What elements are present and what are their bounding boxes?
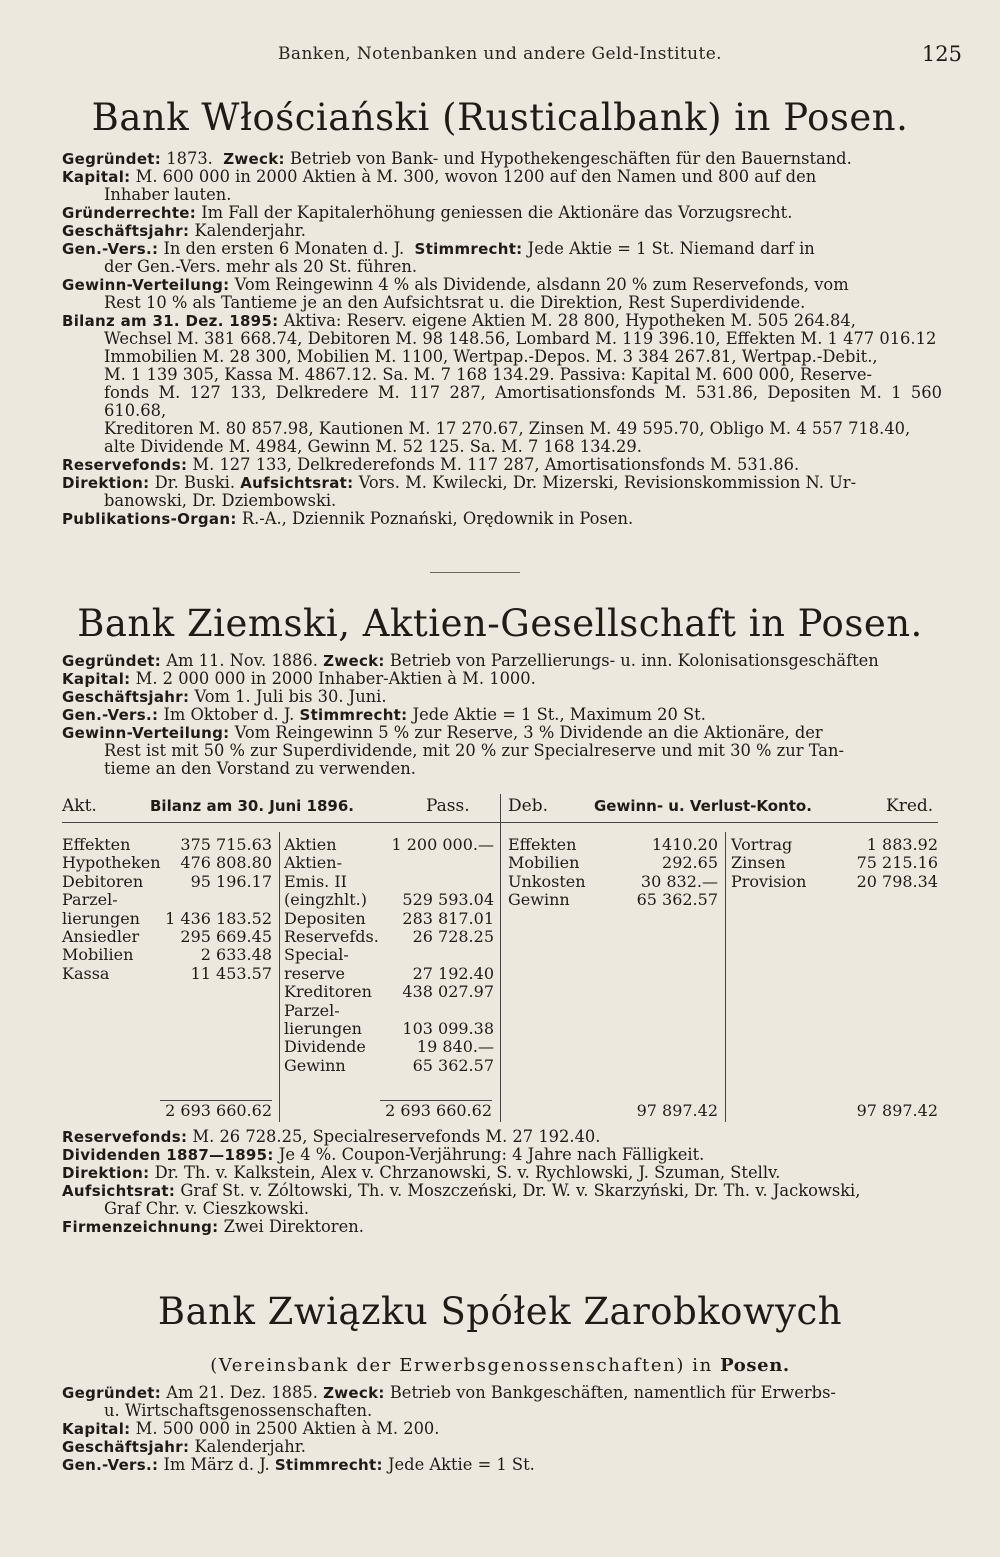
section3-body (62, 1384, 942, 1474)
section1-body (62, 150, 942, 528)
section3-subtitle (0, 1355, 1000, 1376)
account-row-label: Zinsen (731, 853, 786, 873)
s1-kapital-label: Kapital: (62, 168, 131, 186)
s2-firma-line (62, 1218, 942, 1236)
account-row-label: Kreditoren (284, 982, 372, 1002)
s2-reserve-line (62, 1128, 942, 1146)
s2-gewinn-text: Vom Reingewinn 5 % zur Reserve, 3 % Dividende an die Aktionäre, der (229, 723, 823, 742)
s1-gj-text: Kalenderjahr. (189, 221, 306, 240)
s1-reserve-line (62, 456, 942, 474)
account-row-label: Reservefds. (284, 927, 379, 946)
s1-reserve-text: M. 127 133, Delkrederefonds M. 117 287, Amortisationsfonds M. 531.86. (187, 455, 800, 474)
account-row-label: Special- (284, 945, 349, 965)
s2-gewinn-line (62, 724, 942, 742)
account-row-value: 1 200 000.— (391, 835, 494, 854)
account-row-value: 65 362.57 (636, 890, 718, 910)
s2-gewinn-cont2: tieme an den Vorstand zu verwenden. (104, 759, 416, 778)
s3-zweck-label: Zweck: (323, 1384, 385, 1402)
account-row-value: 11 453.57 (190, 963, 272, 983)
s2-reserve-text: M. 26 728.25, Specialreservefonds M. 27 192.40. (187, 1127, 601, 1146)
account-row-value: 476 808.80 (180, 853, 272, 873)
account-row-value: 75 215.16 (856, 853, 938, 873)
account-row-value: 65 362.57 (412, 1055, 494, 1075)
s1-gewinn-line (62, 276, 942, 294)
s2-div-line (62, 1146, 942, 1164)
s2-gj-text: Vom 1. Juli bis 30. Juni. (189, 687, 387, 706)
s1-bilanz-l3: Immobilien M. 28 300, Mobilien M. 1100, Wertpap.-Depos. M. 3 384 267.81, Wertpap.-Debit., (104, 347, 878, 366)
s2-gewinn-label: Gewinn-Verteilung: (62, 724, 230, 742)
guv-kredit (731, 836, 938, 896)
s1-publ-text: R.-A., Dziennik Poznański, Orędownik in Posen. (236, 509, 634, 528)
s2-direktion-line (62, 1164, 942, 1182)
s2-stimm-text: Jede Aktie = 1 St., Maximum 20 St. (407, 705, 706, 724)
s3-stimm-label: Stimmrecht: (274, 1456, 383, 1474)
s1-gewinn-cont: Rest 10 % als Tantieme je an den Aufsichtsrat u. die Direktion, Rest Superdividende. (104, 293, 806, 312)
s1-publ-line (62, 510, 942, 528)
s2-kapital-text: M. 2 000 000 in 2000 Inhaber-Aktien à M. 1000. (130, 669, 536, 688)
s2-div-text: Je 4 %. Coupon-Verjährung: 4 Jahre nach Fälligkeit. (273, 1145, 705, 1164)
s1-gegruendet-label: Gegründet: (62, 150, 162, 168)
section3-subtitle-place: Posen. (720, 1355, 790, 1376)
account-row-value: 2 633.48 (200, 945, 272, 965)
account-row-value: 1 883.92 (866, 835, 938, 854)
s2-firma-label: Firmenzeichnung: (62, 1218, 219, 1236)
s2-gj-label: Geschäftsjahr: (62, 688, 190, 706)
account-row-label: lierungen (62, 908, 140, 928)
s2-firma-text: Zwei Direktoren. (218, 1217, 364, 1236)
section3-subtitle-text: (Vereinsbank der Erwerbsgenossenschaften) in (210, 1355, 721, 1376)
s2-gegruendet-text: Am 11. Nov. 1886. (161, 651, 324, 670)
account-row-label: Emis. II (284, 871, 347, 891)
s2-div-label: Dividenden 1887—1895: (62, 1146, 274, 1164)
guv-title-text: Gewinn- u. Verlust-Konto. (594, 797, 812, 815)
s1-bilanz-l1: Aktiva: Reserv. eigene Aktien M. 28 800, Hypotheken M. 505 264.84, (278, 311, 856, 330)
account-row-value: 295 669.45 (180, 927, 272, 946)
account-row-value: 438 027.97 (402, 982, 494, 1002)
s1-gv-label: Gen.-Vers.: (62, 240, 159, 258)
s2-direktion-text: Dr. Th. v. Kalkstein, Alex v. Chrzanowski, S. v. Rychlowski, J. Szuman, Stellv. (149, 1163, 781, 1182)
s3-stimm-text: Jede Aktie = 1 St. (382, 1455, 535, 1474)
s1-aufsicht-cont: banowski, Dr. Dziembowski. (104, 491, 337, 510)
s1-zweck-label: Zweck: (223, 150, 285, 168)
s2-kapital-line (62, 670, 942, 688)
account-row-value: 20 798.34 (856, 871, 938, 891)
s1-bilanz-l7: alte Dividende M. 4984, Gewinn M. 52 125. Sa. M. 7 168 134.29. (104, 437, 642, 456)
s3-kapital-text: M. 500 000 in 2500 Aktien à M. 200. (130, 1419, 440, 1438)
s2-aufsicht-cont: Graf Chr. v. Cieszkowski. (104, 1199, 310, 1218)
s1-bilanz-line (62, 312, 942, 330)
account-row-label: Effekten (62, 835, 131, 854)
account-row-value: 19 840.— (416, 1037, 494, 1057)
s1-bilanz-l2: Wechsel M. 381 668.74, Debitoren M. 98 148.56, Lombard M. 119 396.10, Effekten M. 1 477 016.12 (104, 329, 937, 348)
s2-gegruendet-label: Gegründet: (62, 652, 162, 670)
page-number: 125 (921, 42, 962, 66)
s1-bilanz-l5: fonds M. 127 133, Delkredere M. 117 287, Amortisationsfonds M. 531.86, Depositen M. 1 560 610.68, (104, 383, 942, 420)
s2-stimm-label: Stimmrecht: (299, 706, 408, 724)
account-row-label: Mobilien (508, 853, 580, 873)
s2-gj-line (62, 688, 942, 706)
s1-gj-label: Geschäftsjahr: (62, 222, 190, 240)
s1-bilanz-label: Bilanz am 31. Dez. 1895: (62, 312, 279, 330)
s1-gewinn-text: Vom Reingewinn 4 % als Dividende, alsdann 20 % zum Reservefonds, vom (229, 275, 849, 294)
s3-zweck-text: Betrieb von Bankgeschäften, namentlich für Erwerbs- (384, 1383, 836, 1402)
s1-direktion-label: Direktion: (62, 474, 150, 492)
s1-aufsicht-text: Vors. M. Kwilecki, Dr. Mizerski, Revisionskommission N. Ur- (353, 473, 857, 492)
s3-gegruendet-text: Am 21. Dez. 1885. (161, 1383, 324, 1402)
account-row-label: Ansiedler (62, 927, 140, 946)
s2-kapital-label: Kapital: (62, 670, 131, 688)
guv-title (594, 796, 812, 816)
s3-gj-line (62, 1438, 942, 1456)
s1-gv-cont: der Gen.-Vers. mehr als 20 St. führen. (104, 257, 417, 276)
s3-gegruendet-label: Gegründet: (62, 1384, 162, 1402)
s3-gegruendet-line (62, 1384, 942, 1402)
s1-direktion-line (62, 474, 942, 492)
account-row-label: lierungen (284, 1019, 362, 1038)
s3-gv-label: Gen.-Vers.: (62, 1456, 159, 1474)
s3-zweck-cont: u. Wirtschaftsgenossenschaften. (104, 1401, 373, 1420)
account-row-label: Aktien- (284, 853, 342, 873)
account-row-label: reserve (284, 963, 345, 983)
guv-total-kredit: 97 897.42 (856, 1101, 938, 1120)
account-row-value: 103 099.38 (402, 1019, 494, 1038)
s3-gv-text: Im März d. J. (158, 1455, 275, 1474)
s1-reserve-label: Reservefonds: (62, 456, 188, 474)
s1-gruender-line (62, 204, 942, 222)
section2-footer (62, 1128, 942, 1236)
s1-kapital-line (62, 168, 942, 186)
guv-kred: Kred. (886, 796, 934, 816)
s1-bilanz-l4: M. 1 139 305, Kassa M. 4867.12. Sa. M. 7 168 134.29. Passiva: Kapital M. 600 000, Reserve- (104, 365, 872, 384)
account-row-value: 26 728.25 (412, 927, 494, 946)
s1-kapital-cont: Inhaber lauten. (104, 185, 232, 204)
balance-mid-rule (279, 832, 280, 1122)
account-row-label: Effekten (508, 835, 577, 854)
s1-publ-label: Publikations-Organ: (62, 510, 237, 528)
account-row-label: Vortrag (731, 835, 793, 854)
s1-direktion-text: Dr. Buski. (149, 473, 241, 492)
balance-title (150, 796, 354, 816)
section1-title: Bank Włościański (Rusticalbank) in Posen. (91, 96, 909, 139)
s2-aufsicht-label: Aufsichtsrat: (62, 1182, 176, 1200)
account-row-label: Debitoren (62, 871, 144, 891)
s2-gegruendet-line (62, 652, 942, 670)
balance-akt: Akt. (62, 796, 97, 816)
s2-zweck-text: Betrieb von Parzellierungs- u. inn. Kolonisationsgeschäften (384, 651, 879, 670)
account-row-value: 27 192.40 (412, 963, 494, 983)
balance-aktiva (62, 836, 272, 986)
s2-direktion-label: Direktion: (62, 1164, 150, 1182)
account-row-label: Gewinn (508, 890, 570, 910)
balance-total-aktiva: 2 693 660.62 (165, 1101, 272, 1120)
s1-gj-line (62, 222, 942, 240)
table-center-rule (500, 794, 501, 1122)
guv-total-debet: 97 897.42 (636, 1101, 718, 1120)
account-row-value: 292.65 (662, 853, 718, 873)
account-row-value: 283 817.01 (402, 908, 494, 928)
s1-bilanz-l6: Kreditoren M. 80 857.98, Kautionen M. 17 270.67, Zinsen M. 49 595.70, Obligo M. 4 557 718.40, (104, 419, 911, 438)
account-row-label: Gewinn (284, 1055, 346, 1075)
account-row-value: 95 196.17 (190, 871, 272, 891)
balance-passiva (284, 836, 494, 1076)
guv-deb: Deb. (508, 796, 548, 816)
section2-body (62, 652, 942, 778)
s3-kapital-line (62, 1420, 942, 1438)
s2-aufsicht-line (62, 1182, 942, 1200)
s1-zweck-text: Betrieb von Bank- und Hypothekengeschäften für den Bauernstand. (284, 149, 852, 168)
account-row-label: (eingzhlt.) (284, 890, 367, 910)
account-row-label: Dividende (284, 1037, 366, 1057)
account-row-label: Depositen (284, 908, 366, 928)
s2-zweck-label: Zweck: (323, 652, 385, 670)
s1-gruender-text: Im Fall der Kapitalerhöhung geniessen die Aktionäre das Vorzugsrecht. (196, 203, 793, 222)
balance-title-text: Bilanz am 30. Juni 1896. (150, 797, 354, 815)
account-row-value: 375 715.63 (180, 835, 272, 854)
s1-gewinn-label: Gewinn-Verteilung: (62, 276, 230, 294)
account-row-value: 1 436 183.52 (165, 908, 272, 928)
s1-gv-line (62, 240, 942, 258)
s1-gv-text: In den ersten 6 Monaten d. J. (158, 239, 405, 258)
s3-gj-text: Kalenderjahr. (189, 1437, 306, 1456)
section-divider (430, 572, 520, 573)
s1-gegruendet-line (62, 150, 942, 168)
account-row-label: Parzel- (62, 890, 118, 910)
s3-gv-line (62, 1456, 942, 1474)
s1-stimm-text: Jede Aktie = 1 St. Niemand darf in (522, 239, 815, 258)
section2-title: Bank Ziemski, Aktien-Gesellschaft in Posen. (77, 602, 923, 645)
s2-gv-label: Gen.-Vers.: (62, 706, 159, 724)
section3-title: Bank Związku Spółek Zarobkowych (157, 1290, 843, 1333)
s1-kapital-text: M. 600 000 in 2000 Aktien à M. 300, wovon 1200 auf den Namen und 800 auf den (130, 167, 817, 186)
s1-aufsicht-label: Aufsichtsrat: (240, 474, 354, 492)
account-row-label: Mobilien (62, 945, 134, 965)
account-row-label: Hypotheken (62, 853, 161, 873)
account-row-label: Unkosten (508, 871, 586, 891)
account-row-label: Provision (731, 871, 807, 891)
account-row-label: Parzel- (284, 1000, 340, 1020)
s1-gegruendet-text: 1873. (161, 149, 213, 168)
account-row-value: 529 593.04 (402, 890, 494, 910)
account-row-value: 30 832.— (640, 871, 718, 891)
balance-pass: Pass. (426, 796, 470, 816)
s3-kapital-label: Kapital: (62, 1420, 131, 1438)
s3-gj-label: Geschäftsjahr: (62, 1438, 190, 1456)
account-row-label: Kassa (62, 963, 110, 983)
balance-total-passiva: 2 693 660.62 (385, 1101, 492, 1120)
guv-debet (508, 836, 718, 916)
s1-stimm-label: Stimmrecht: (414, 240, 523, 258)
s2-gv-line (62, 706, 942, 724)
guv-mid-rule (725, 832, 726, 1122)
running-head (0, 42, 1000, 72)
account-row-label: Aktien (284, 835, 337, 854)
s2-gv-text: Im Oktober d. J. (158, 705, 300, 724)
s2-aufsicht-text: Graf St. v. Zóltowski, Th. v. Moszczeński, Dr. W. v. Skarzyński, Dr. Th. v. Jackowski, (175, 1181, 861, 1200)
s2-reserve-label: Reservefonds: (62, 1128, 188, 1146)
s1-gruender-label: Gründerrechte: (62, 204, 197, 222)
s2-gewinn-cont1: Rest ist mit 50 % zur Superdividende, mit 20 % zur Specialreserve und mit 30 % zur Tan- (104, 741, 844, 760)
account-row-value: 1410.20 (651, 835, 718, 854)
running-title: Banken, Notenbanken und andere Geld-Institute. (278, 44, 722, 64)
